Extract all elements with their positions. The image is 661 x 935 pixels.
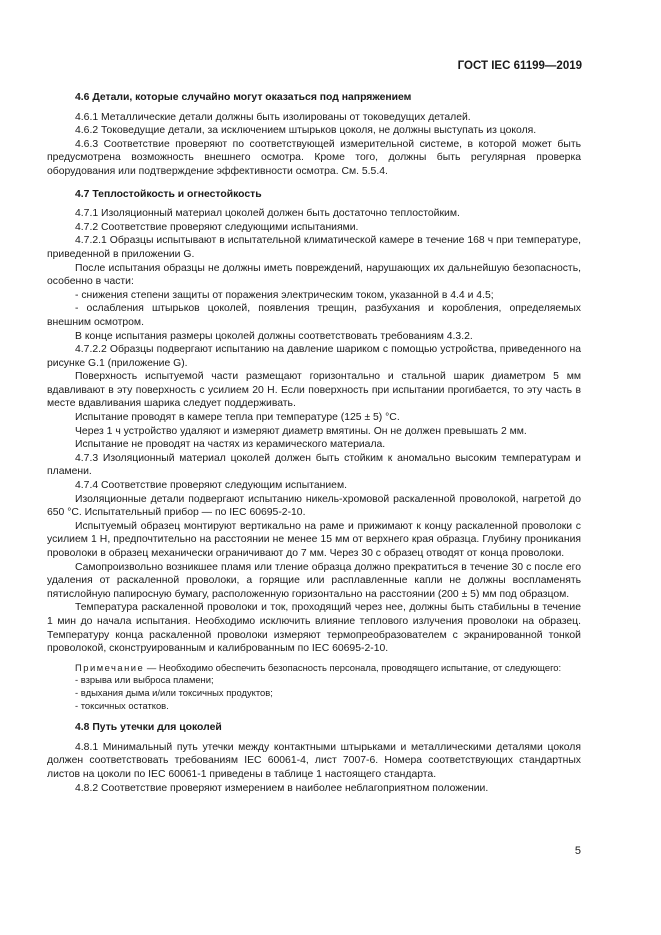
- paragraph: 4.7.2 Соответствие проверяют следующими испытаниями.: [75, 221, 359, 233]
- paragraph: Температура раскаленной проволоки и ток, проходящий через нее, должны быть стабильны в течение 1 мин до начала испытания. Необходимо исключить влияние теплового излучения проволоки на образец. Температуру конца раскаленной проволоки измеряют термопреобразователем с экранированной тонкой проволокой, сконструированным и калиброванным по IEC 60695-2-10.: [47, 602, 581, 655]
- section-heading-4-6: 4.6 Детали, которые случайно могут оказаться под напряжением: [75, 92, 412, 103]
- section-heading-4-8: 4.8 Путь утечки для цоколей: [75, 722, 222, 734]
- paragraph: 4.7.1 Изоляционный материал цоколей должен быть достаточно теплостойким.: [75, 208, 460, 220]
- paragraph: Испытание не проводят на частях из керамического материала.: [75, 439, 386, 451]
- paragraph: В конце испытания размеры цоколей должны соответствовать требованиям 4.3.2.: [75, 330, 473, 342]
- paragraph: 4.7.3 Изоляционный материал цоколей должен быть стойким к аномально высоким температурам и пламени.: [47, 452, 581, 478]
- standard-code-header: ГОСТ IEC 61199—2019: [457, 60, 582, 72]
- note-item: - токсичных остатков.: [75, 699, 169, 711]
- note-item: - взрыва или выброса пламени;: [75, 674, 214, 686]
- note-text: — Необходимо обеспечить безопасность персонала, проводящего испытание, от следующего:: [144, 661, 562, 673]
- paragraph: После испытания образцы не должны иметь повреждений, нарушающих их дальнейшую безопасность, особенно в части:: [47, 262, 581, 288]
- note-label: Примечание: [75, 661, 145, 673]
- paragraph: 4.8.1 Минимальный путь утечки между контактными штырьками и металлическими деталями цоколя должен соответствовать требованиям IEC 60061-4, лист 7007-6. Номера соответствующих стандартных листов на цоколи по IEC 60061-1 приведены в таблице 1 настоящего стандарта.: [47, 741, 581, 780]
- paragraph: 4.6.1 Металлические детали должны быть изолированы от токоведущих деталей.: [75, 111, 471, 123]
- paragraph: 4.7.2.1 Образцы испытывают в испытательной климатической камере в течение 168 ч при температуре, приведенной в приложении G.: [47, 235, 581, 260]
- section-heading-4-7: 4.7 Теплостойкость и огнестойкость: [75, 188, 262, 200]
- paragraph: 4.6.2 Токоведущие детали, за исключением штырьков цоколя, не должны выступать из цоколя.: [75, 125, 537, 137]
- note-item: - вдыхания дыма и/или токсичных продуктов;: [75, 686, 273, 698]
- paragraph: Через 1 ч устройство удаляют и измеряют диаметр вмятины. Он не должен превышать 2 мм.: [75, 425, 527, 437]
- document-body: [47, 88, 581, 795]
- paragraph: Самопроизвольно возникшее пламя или тление образца должно прекратиться в течение 30 с после его удаления от раскаленной проволоки, а горящие или расплавленные капли не должны воспламенять пятислойную папиросную бумагу, расположенную горизонтально на расстоянии (200 ± 5) мм под образцом.: [47, 561, 581, 600]
- paragraph: Испытание проводят в камере тепла при температуре (125 ± 5) °С.: [75, 412, 400, 424]
- paragraph: Поверхность испытуемой части размещают горизонтально и стальной шарик диаметром 5 мм вдавливают в эту поверхность с усилием 20 Н. Если поверхность при испытании прогибается, то эту часть в месте вдавливания шарика следует поддерживать.: [47, 371, 581, 410]
- list-item: - снижения степени защиты от поражения электрическим током, указанной в 4.4 и 4.5;: [75, 289, 494, 301]
- list-item: - ослабления штырьков цоколей, появления трещин, разбухания и коробления, определяемых внешним осмотром.: [47, 303, 581, 328]
- note: [47, 662, 581, 675]
- paragraph: 4.8.2 Соответствие проверяют измерением в наиболее неблагоприятном положении.: [75, 782, 489, 794]
- paragraph: 4.6.3 Соответствие проверяют по соответствующей измерительной системе, в которой может быть предусмотрена возможность внешнего осмотра. Кроме того, должны быть регулярная проверка оборудования или подтверждение эффективности осмотра. См. 5.5.4.: [47, 138, 581, 177]
- paragraph: Испытуемый образец монтируют вертикально на раме и прижимают к концу раскаленной проволоки с усилием 1 Н, предпочтительно на расстоянии не менее 15 мм от верхнего края образца. Глубину проникания проволоки в образец механически ограничивают до 7 мм. Через 30 с образец отводят от конца проволоки.: [47, 520, 581, 559]
- paragraph: 4.7.4 Соответствие проверяют следующим испытанием.: [75, 480, 347, 492]
- paragraph: 4.7.2.2 Образцы подвергают испытанию на давление шариком с помощью устройства, приведенного на рисунке G.1 (приложение G).: [47, 344, 581, 369]
- paragraph: Изоляционные детали подвергают испытанию никель-хромовой раскаленной проволокой, нагретой до 650 °С. Испытательный прибор — по IEC 60695-2-10.: [47, 493, 581, 519]
- page-number: 5: [574, 845, 581, 857]
